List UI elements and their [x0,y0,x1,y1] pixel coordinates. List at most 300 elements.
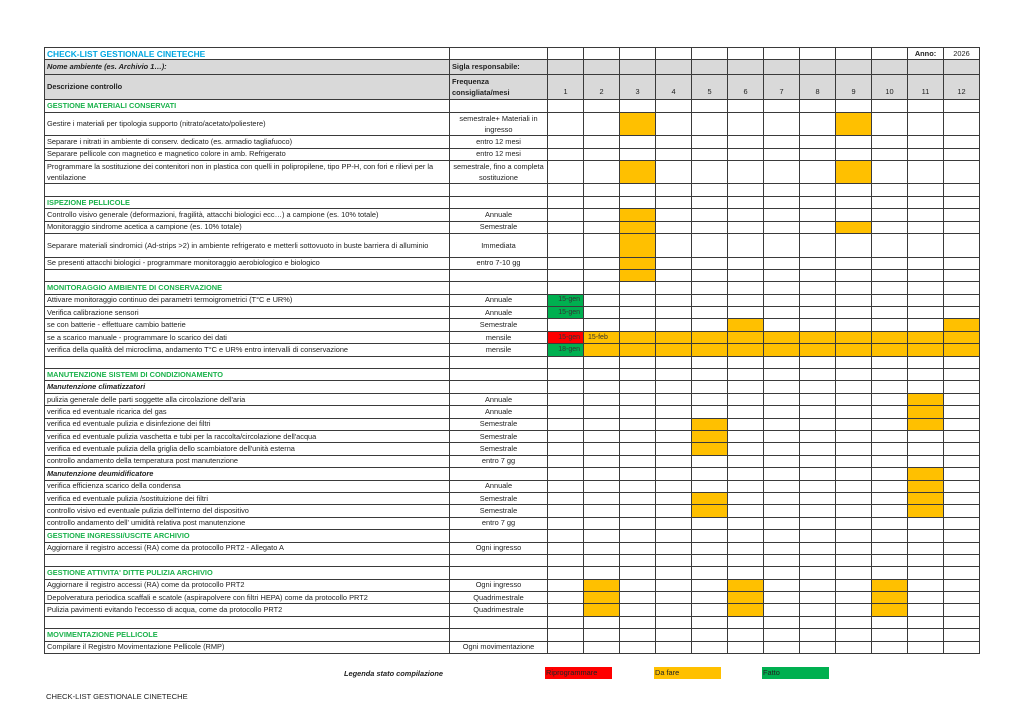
month-cell-10[interactable] [872,257,908,269]
month-cell-10[interactable] [872,480,908,492]
month-cell-8[interactable] [800,492,836,504]
month-cell-8[interactable] [800,234,836,258]
month-cell-9[interactable] [836,381,872,393]
month-cell-5[interactable] [692,369,728,381]
month-cell-1-done[interactable] [548,294,584,306]
month-cell-3[interactable] [620,505,656,517]
month-cell-5[interactable] [692,406,728,418]
month-cell-12[interactable] [944,430,980,442]
month-cell-4[interactable] [656,505,692,517]
month-cell-10[interactable] [872,356,908,368]
month-cell-12[interactable] [944,579,980,591]
empty-cell[interactable] [45,184,450,196]
month-cell-11[interactable] [908,616,944,628]
month-cell-6[interactable] [728,629,764,641]
month-cell-3[interactable] [620,307,656,319]
month-cell-2[interactable] [584,160,620,184]
month-cell-11[interactable] [908,184,944,196]
month-cell-9[interactable] [836,209,872,221]
month-cell-11[interactable] [908,455,944,467]
month-cell-12[interactable] [944,209,980,221]
month-cell-11-todo[interactable] [908,418,944,430]
month-cell-9[interactable] [836,184,872,196]
month-cell-7[interactable] [764,393,800,405]
month-cell-10[interactable] [872,567,908,579]
month-cell-7[interactable] [764,616,800,628]
month-cell-2[interactable] [584,393,620,405]
month-cell-6-todo[interactable] [728,331,764,343]
month-cell-3[interactable] [620,468,656,480]
month-cell-8[interactable] [800,406,836,418]
month-cell-5-todo[interactable] [692,331,728,343]
month-cell-9[interactable] [836,234,872,258]
month-cell-6-todo[interactable] [728,579,764,591]
empty-cell[interactable] [45,616,450,628]
month-cell-7[interactable] [764,455,800,467]
month-cell-9[interactable] [836,567,872,579]
month-cell-3[interactable] [620,616,656,628]
month-cell-3[interactable] [620,136,656,148]
month-cell-6-todo[interactable] [728,319,764,331]
month-cell-10[interactable] [872,505,908,517]
month-cell-8[interactable] [800,369,836,381]
month-cell-7[interactable] [764,604,800,616]
month-cell-8[interactable] [800,100,836,112]
month-cell-4[interactable] [656,148,692,160]
month-cell-12[interactable] [944,455,980,467]
month-cell-5[interactable] [692,604,728,616]
month-cell-12[interactable] [944,554,980,566]
month-cell-8[interactable] [800,455,836,467]
month-cell-8[interactable] [800,356,836,368]
month-cell-7[interactable] [764,406,800,418]
month-cell-8[interactable] [800,196,836,208]
month-cell-11-todo[interactable] [908,505,944,517]
month-cell-2[interactable] [584,542,620,554]
title-month-cell[interactable] [692,48,728,60]
month-cell-12[interactable] [944,136,980,148]
month-cell-7[interactable] [764,592,800,604]
month-cell-7[interactable] [764,369,800,381]
month-cell-1[interactable] [548,381,584,393]
month-cell-11[interactable] [908,307,944,319]
month-cell-11-todo[interactable] [908,393,944,405]
month-cell-12[interactable] [944,221,980,233]
month-cell-3-todo[interactable] [620,257,656,269]
month-cell-10[interactable] [872,148,908,160]
month-cell-12[interactable] [944,492,980,504]
month-cell-1[interactable] [548,468,584,480]
month-cell-3-todo[interactable] [620,209,656,221]
month-cell-12[interactable] [944,184,980,196]
month-cell-5[interactable] [692,184,728,196]
month-cell-11[interactable] [908,356,944,368]
month-cell-8[interactable] [800,269,836,281]
month-cell-10[interactable] [872,369,908,381]
month-cell-4[interactable] [656,112,692,136]
month-cell-3[interactable] [620,430,656,442]
month-cell-12[interactable] [944,406,980,418]
month-cell-3[interactable] [620,319,656,331]
month-cell-4[interactable] [656,269,692,281]
month-cell-9[interactable] [836,492,872,504]
month-cell-6[interactable] [728,468,764,480]
month-cell-11[interactable] [908,579,944,591]
month-cell-9[interactable] [836,592,872,604]
month-cell-7[interactable] [764,567,800,579]
month-cell-2[interactable] [584,480,620,492]
month-cell-5[interactable] [692,100,728,112]
month-cell-5[interactable] [692,542,728,554]
month-cell-9[interactable] [836,148,872,160]
month-cell-3-todo[interactable] [620,221,656,233]
month-cell-7[interactable] [764,492,800,504]
month-cell-1[interactable] [548,567,584,579]
month-cell-9[interactable] [836,505,872,517]
month-cell-10[interactable] [872,269,908,281]
month-cell-7[interactable] [764,579,800,591]
month-cell-5-todo[interactable] [692,418,728,430]
month-cell-6[interactable] [728,356,764,368]
month-cell-2[interactable] [584,505,620,517]
month-cell-10[interactable] [872,616,908,628]
month-cell-3[interactable] [620,356,656,368]
month-cell-5-todo[interactable] [692,443,728,455]
month-cell-3[interactable] [620,530,656,542]
month-cell-5[interactable] [692,148,728,160]
month-cell-9[interactable] [836,629,872,641]
month-cell-5[interactable] [692,269,728,281]
month-cell-2[interactable] [584,492,620,504]
month-cell-4[interactable] [656,356,692,368]
month-cell-1[interactable] [548,505,584,517]
month-cell-6[interactable] [728,554,764,566]
month-cell-3[interactable] [620,480,656,492]
month-cell-1[interactable] [548,530,584,542]
month-cell-3[interactable] [620,455,656,467]
month-cell-2[interactable] [584,269,620,281]
month-cell-11[interactable] [908,196,944,208]
month-cell-10-todo[interactable] [872,331,908,343]
month-cell-4[interactable] [656,234,692,258]
month-cell-5[interactable] [692,579,728,591]
month-cell-4[interactable] [656,579,692,591]
month-cell-4[interactable] [656,282,692,294]
month-cell-4[interactable] [656,567,692,579]
month-cell-9[interactable] [836,480,872,492]
month-cell-12[interactable] [944,418,980,430]
month-cell-5[interactable] [692,641,728,653]
month-cell-9[interactable] [836,517,872,529]
month-cell-12[interactable] [944,542,980,554]
month-cell-8[interactable] [800,554,836,566]
month-cell-5[interactable] [692,282,728,294]
month-cell-11[interactable] [908,160,944,184]
month-cell-11-todo[interactable] [908,406,944,418]
empty-cell[interactable] [45,554,450,566]
month-cell-8[interactable] [800,282,836,294]
month-cell-3-todo[interactable] [620,160,656,184]
title-month-cell[interactable] [764,48,800,60]
month-cell-7[interactable] [764,196,800,208]
month-cell-12[interactable] [944,160,980,184]
month-cell-4[interactable] [656,196,692,208]
month-cell-6[interactable] [728,480,764,492]
month-cell-7[interactable] [764,517,800,529]
month-cell-6[interactable] [728,196,764,208]
month-cell-11[interactable] [908,319,944,331]
month-cell-8[interactable] [800,112,836,136]
month-cell-10[interactable] [872,319,908,331]
month-cell-5[interactable] [692,136,728,148]
month-cell-12[interactable] [944,234,980,258]
month-cell-6[interactable] [728,492,764,504]
month-cell-4[interactable] [656,554,692,566]
month-cell-10[interactable] [872,517,908,529]
month-cell-1[interactable] [548,480,584,492]
month-cell-7[interactable] [764,160,800,184]
month-cell-9-todo[interactable] [836,221,872,233]
month-cell-7[interactable] [764,418,800,430]
month-cell-1[interactable] [548,579,584,591]
month-cell-11[interactable] [908,430,944,442]
month-cell-10[interactable] [872,455,908,467]
month-cell-1[interactable] [548,269,584,281]
month-cell-12[interactable] [944,567,980,579]
month-cell-12[interactable] [944,443,980,455]
month-cell-6[interactable] [728,616,764,628]
title-month-cell[interactable] [800,48,836,60]
month-cell-12[interactable] [944,592,980,604]
month-cell-2[interactable] [584,307,620,319]
month-cell-2[interactable] [584,221,620,233]
empty-cell[interactable] [45,356,450,368]
month-cell-5[interactable] [692,234,728,258]
month-cell-11[interactable] [908,369,944,381]
month-cell-2[interactable] [584,530,620,542]
month-cell-9[interactable] [836,196,872,208]
month-cell-12[interactable] [944,393,980,405]
month-cell-8[interactable] [800,307,836,319]
month-cell-3[interactable] [620,100,656,112]
month-cell-8[interactable] [800,294,836,306]
month-cell-11-todo[interactable] [908,468,944,480]
month-cell-2[interactable] [584,136,620,148]
month-cell-6[interactable] [728,112,764,136]
month-cell-11[interactable] [908,641,944,653]
month-cell-4[interactable] [656,455,692,467]
month-cell-11[interactable] [908,282,944,294]
month-cell-12[interactable] [944,381,980,393]
month-cell-11[interactable] [908,148,944,160]
month-cell-10[interactable] [872,196,908,208]
month-cell-1[interactable] [548,418,584,430]
month-cell-11-todo[interactable] [908,492,944,504]
month-cell-11[interactable] [908,604,944,616]
month-cell-2-todo[interactable] [584,604,620,616]
month-cell-1[interactable] [548,221,584,233]
month-cell-7[interactable] [764,554,800,566]
month-cell-3[interactable] [620,554,656,566]
month-cell-9[interactable] [836,294,872,306]
month-cell-6[interactable] [728,530,764,542]
month-cell-2[interactable] [584,294,620,306]
month-cell-8[interactable] [800,319,836,331]
month-cell-1[interactable] [548,542,584,554]
title-month-cell[interactable] [656,48,692,60]
month-cell-5[interactable] [692,480,728,492]
month-cell-5[interactable] [692,356,728,368]
month-cell-1[interactable] [548,443,584,455]
month-cell-9[interactable] [836,356,872,368]
month-cell-12[interactable] [944,641,980,653]
month-cell-1[interactable] [548,160,584,184]
month-cell-12[interactable] [944,629,980,641]
month-cell-8[interactable] [800,468,836,480]
month-cell-11-todo[interactable] [908,480,944,492]
month-cell-6[interactable] [728,221,764,233]
month-cell-1-done[interactable] [548,344,584,356]
month-cell-11-todo[interactable] [908,331,944,343]
month-cell-12-todo[interactable] [944,331,980,343]
month-cell-7[interactable] [764,468,800,480]
month-cell-1[interactable] [548,616,584,628]
month-cell-3[interactable] [620,443,656,455]
month-cell-12[interactable] [944,307,980,319]
month-cell-8[interactable] [800,221,836,233]
month-cell-12[interactable] [944,480,980,492]
month-cell-1[interactable] [548,148,584,160]
month-cell-7[interactable] [764,282,800,294]
month-cell-12[interactable] [944,257,980,269]
month-cell-3[interactable] [620,542,656,554]
month-cell-8[interactable] [800,530,836,542]
month-cell-7[interactable] [764,209,800,221]
month-cell-11[interactable] [908,269,944,281]
month-cell-8[interactable] [800,257,836,269]
month-cell-12[interactable] [944,369,980,381]
month-cell-10[interactable] [872,234,908,258]
month-cell-1[interactable] [548,592,584,604]
month-cell-8[interactable] [800,616,836,628]
month-cell-12[interactable] [944,505,980,517]
month-cell-7-todo[interactable] [764,344,800,356]
month-cell-8[interactable] [800,517,836,529]
month-cell-5[interactable] [692,554,728,566]
month-cell-12[interactable] [944,282,980,294]
month-cell-9[interactable] [836,542,872,554]
month-cell-2[interactable] [584,356,620,368]
month-cell-9[interactable] [836,369,872,381]
month-cell-6[interactable] [728,307,764,319]
month-cell-11-todo[interactable] [908,344,944,356]
month-cell-3[interactable] [620,579,656,591]
month-cell-10[interactable] [872,160,908,184]
month-cell-5[interactable] [692,160,728,184]
month-cell-2[interactable] [584,641,620,653]
month-cell-9[interactable] [836,430,872,442]
month-cell-10-todo[interactable] [872,592,908,604]
month-cell-7[interactable] [764,443,800,455]
month-cell-6[interactable] [728,505,764,517]
month-cell-4[interactable] [656,443,692,455]
month-cell-5-todo[interactable] [692,492,728,504]
month-cell-6[interactable] [728,455,764,467]
month-cell-1[interactable] [548,100,584,112]
month-cell-11[interactable] [908,592,944,604]
month-cell-5[interactable] [692,592,728,604]
month-cell-11[interactable] [908,530,944,542]
month-cell-5[interactable] [692,468,728,480]
month-cell-11[interactable] [908,221,944,233]
month-cell-11[interactable] [908,209,944,221]
month-cell-1[interactable] [548,406,584,418]
month-cell-9[interactable] [836,100,872,112]
month-cell-4-todo[interactable] [656,344,692,356]
month-cell-4[interactable] [656,468,692,480]
month-cell-8[interactable] [800,136,836,148]
month-cell-1[interactable] [548,257,584,269]
month-cell-3[interactable] [620,184,656,196]
month-cell-5[interactable] [692,381,728,393]
month-cell-1[interactable] [548,234,584,258]
month-cell-12[interactable] [944,604,980,616]
month-cell-3[interactable] [620,517,656,529]
month-cell-12[interactable] [944,148,980,160]
month-cell-2[interactable] [584,184,620,196]
month-cell-10[interactable] [872,282,908,294]
month-cell-9[interactable] [836,641,872,653]
month-cell-4[interactable] [656,641,692,653]
month-cell-8[interactable] [800,480,836,492]
month-cell-6[interactable] [728,148,764,160]
month-cell-4[interactable] [656,221,692,233]
month-cell-1[interactable] [548,196,584,208]
month-cell-4[interactable] [656,393,692,405]
month-cell-6[interactable] [728,443,764,455]
month-cell-2[interactable] [584,282,620,294]
month-cell-3[interactable] [620,282,656,294]
month-cell-2[interactable] [584,234,620,258]
title-month-cell[interactable] [836,48,872,60]
month-cell-10[interactable] [872,542,908,554]
month-cell-5-todo[interactable] [692,430,728,442]
month-cell-5[interactable] [692,257,728,269]
month-cell-10[interactable] [872,221,908,233]
month-cell-9[interactable] [836,616,872,628]
month-cell-10[interactable] [872,492,908,504]
month-cell-6[interactable] [728,136,764,148]
month-cell-3[interactable] [620,196,656,208]
month-cell-4[interactable] [656,517,692,529]
month-cell-4-todo[interactable] [656,331,692,343]
month-cell-2[interactable] [584,257,620,269]
month-cell-7[interactable] [764,480,800,492]
month-cell-6-todo[interactable] [728,604,764,616]
month-cell-12[interactable] [944,616,980,628]
month-cell-11[interactable] [908,294,944,306]
month-cell-10[interactable] [872,393,908,405]
month-cell-4[interactable] [656,430,692,442]
month-cell-7[interactable] [764,381,800,393]
month-cell-10[interactable] [872,307,908,319]
month-cell-4[interactable] [656,369,692,381]
month-cell-3[interactable] [620,492,656,504]
month-cell-1[interactable] [548,356,584,368]
month-cell-6[interactable] [728,369,764,381]
month-cell-11[interactable] [908,542,944,554]
month-cell-10[interactable] [872,468,908,480]
